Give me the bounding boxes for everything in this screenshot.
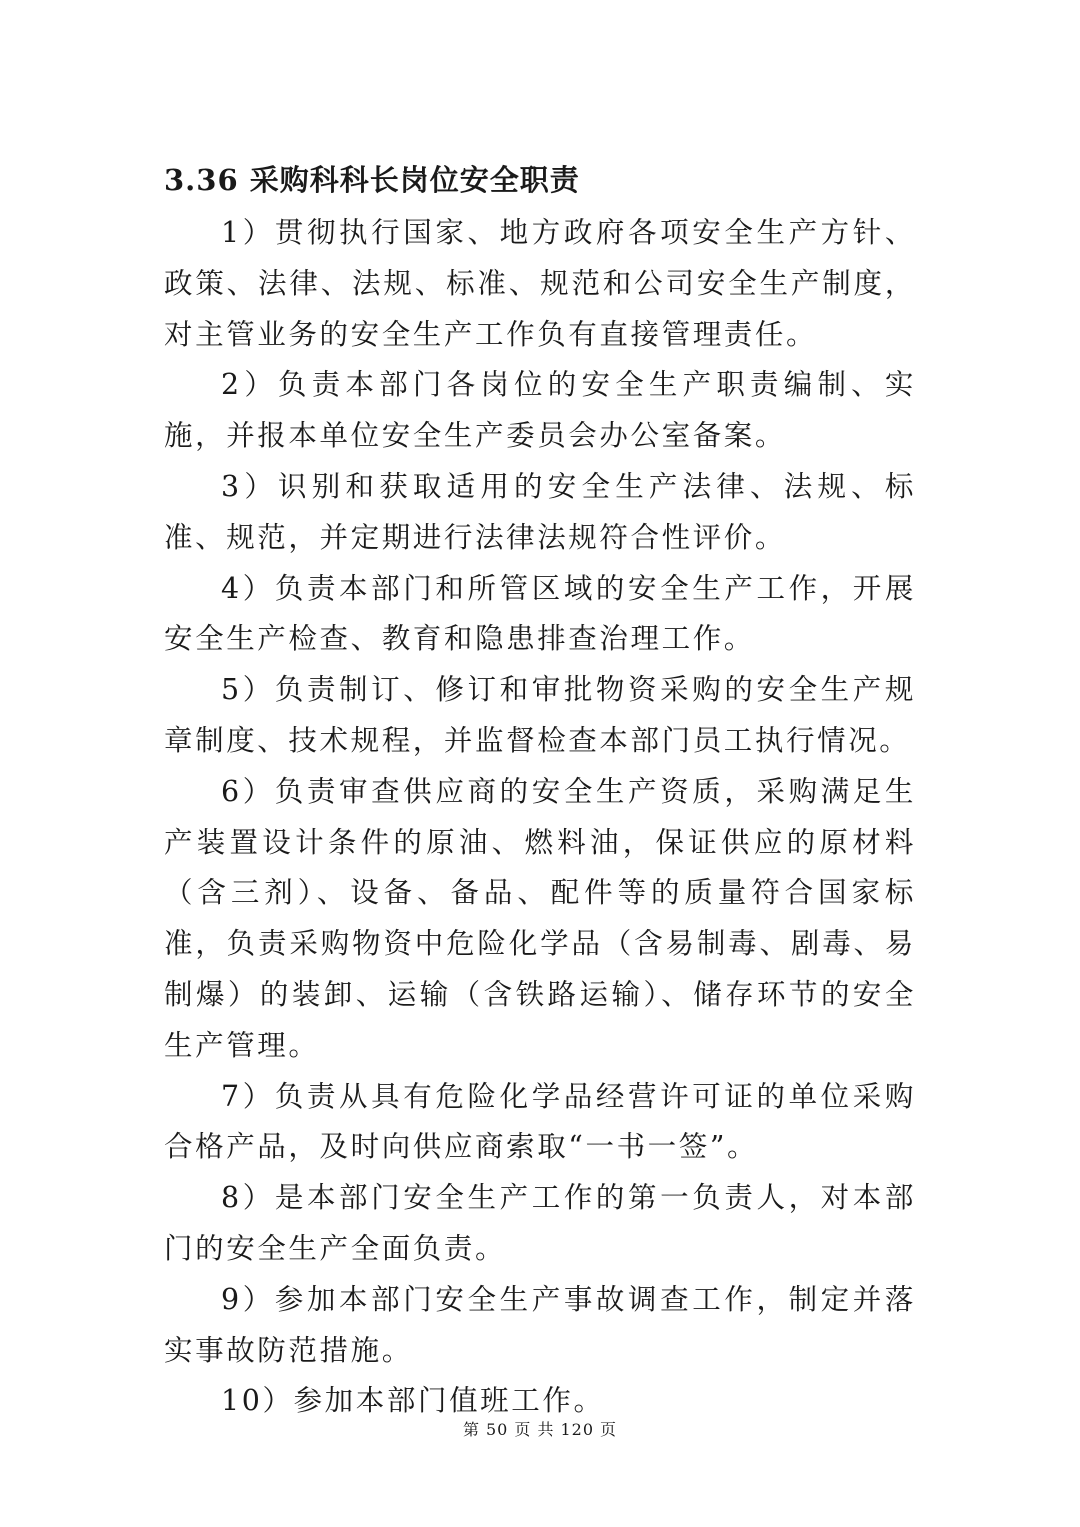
duty-item-3: 3）识别和获取适用的安全生产法律、法规、标准、规范，并定期进行法律法规符合性评价。 (164, 469, 916, 554)
current-page-number: 50 (486, 1420, 509, 1439)
duty-item-10: 10）参加本部门值班工作。 (221, 1384, 605, 1418)
duties-list (164, 208, 916, 1427)
page-label-mid: 页 共 (514, 1420, 555, 1439)
page-footer (0, 1417, 1080, 1440)
page-label-prefix: 第 (462, 1420, 480, 1439)
duty-item-2: 2）负责本部门各岗位的安全生产职责编制、实施，并报本单位安全生产委员会办公室备案。 (164, 368, 916, 453)
page-label-suffix: 页 (600, 1420, 618, 1439)
duty-item-9: 9）参加本部门安全生产事故调查工作，制定并落实事故防范措施。 (164, 1282, 916, 1367)
duty-item-4: 4）负责本部门和所管区域的安全生产工作，开展安全生产检查、教育和隐患排查治理工作。 (164, 571, 916, 656)
duty-item-7: 7）负责从具有危险化学品经营许可证的单位采购合格产品，及时向供应商索取“一书一签”。 (164, 1079, 916, 1164)
duty-item-1: 1）贯彻执行国家、地方政府各项安全生产方针、政策、法律、法规、标准、规范和公司安全生产制度，对主管业务的安全生产工作负有直接管理责任。 (164, 216, 916, 351)
duty-item-6: 6）负责审查供应商的安全生产资质，采购满足生产装置设计条件的原油、燃料油，保证供应的原材料（含三剂）、设备、备品、配件等的质量符合国家标准，负责采购物资中危险化学品（含易制毒、剧毒、易制爆）的装卸、运输（含铁路运输）、储存环节的安全生产管理。 (164, 774, 916, 1062)
section-title: 3.36 采购科科长岗位安全职责 (164, 163, 580, 197)
duty-item-8: 8）是本部门安全生产工作的第一负责人，对本部门的安全生产全面负责。 (164, 1181, 916, 1265)
total-pages-number: 120 (560, 1420, 594, 1439)
duty-item-5: 5）负责制订、修订和审批物资采购的安全生产规章制度、技术规程，并监督检查本部门员工执行情况。 (164, 673, 916, 757)
